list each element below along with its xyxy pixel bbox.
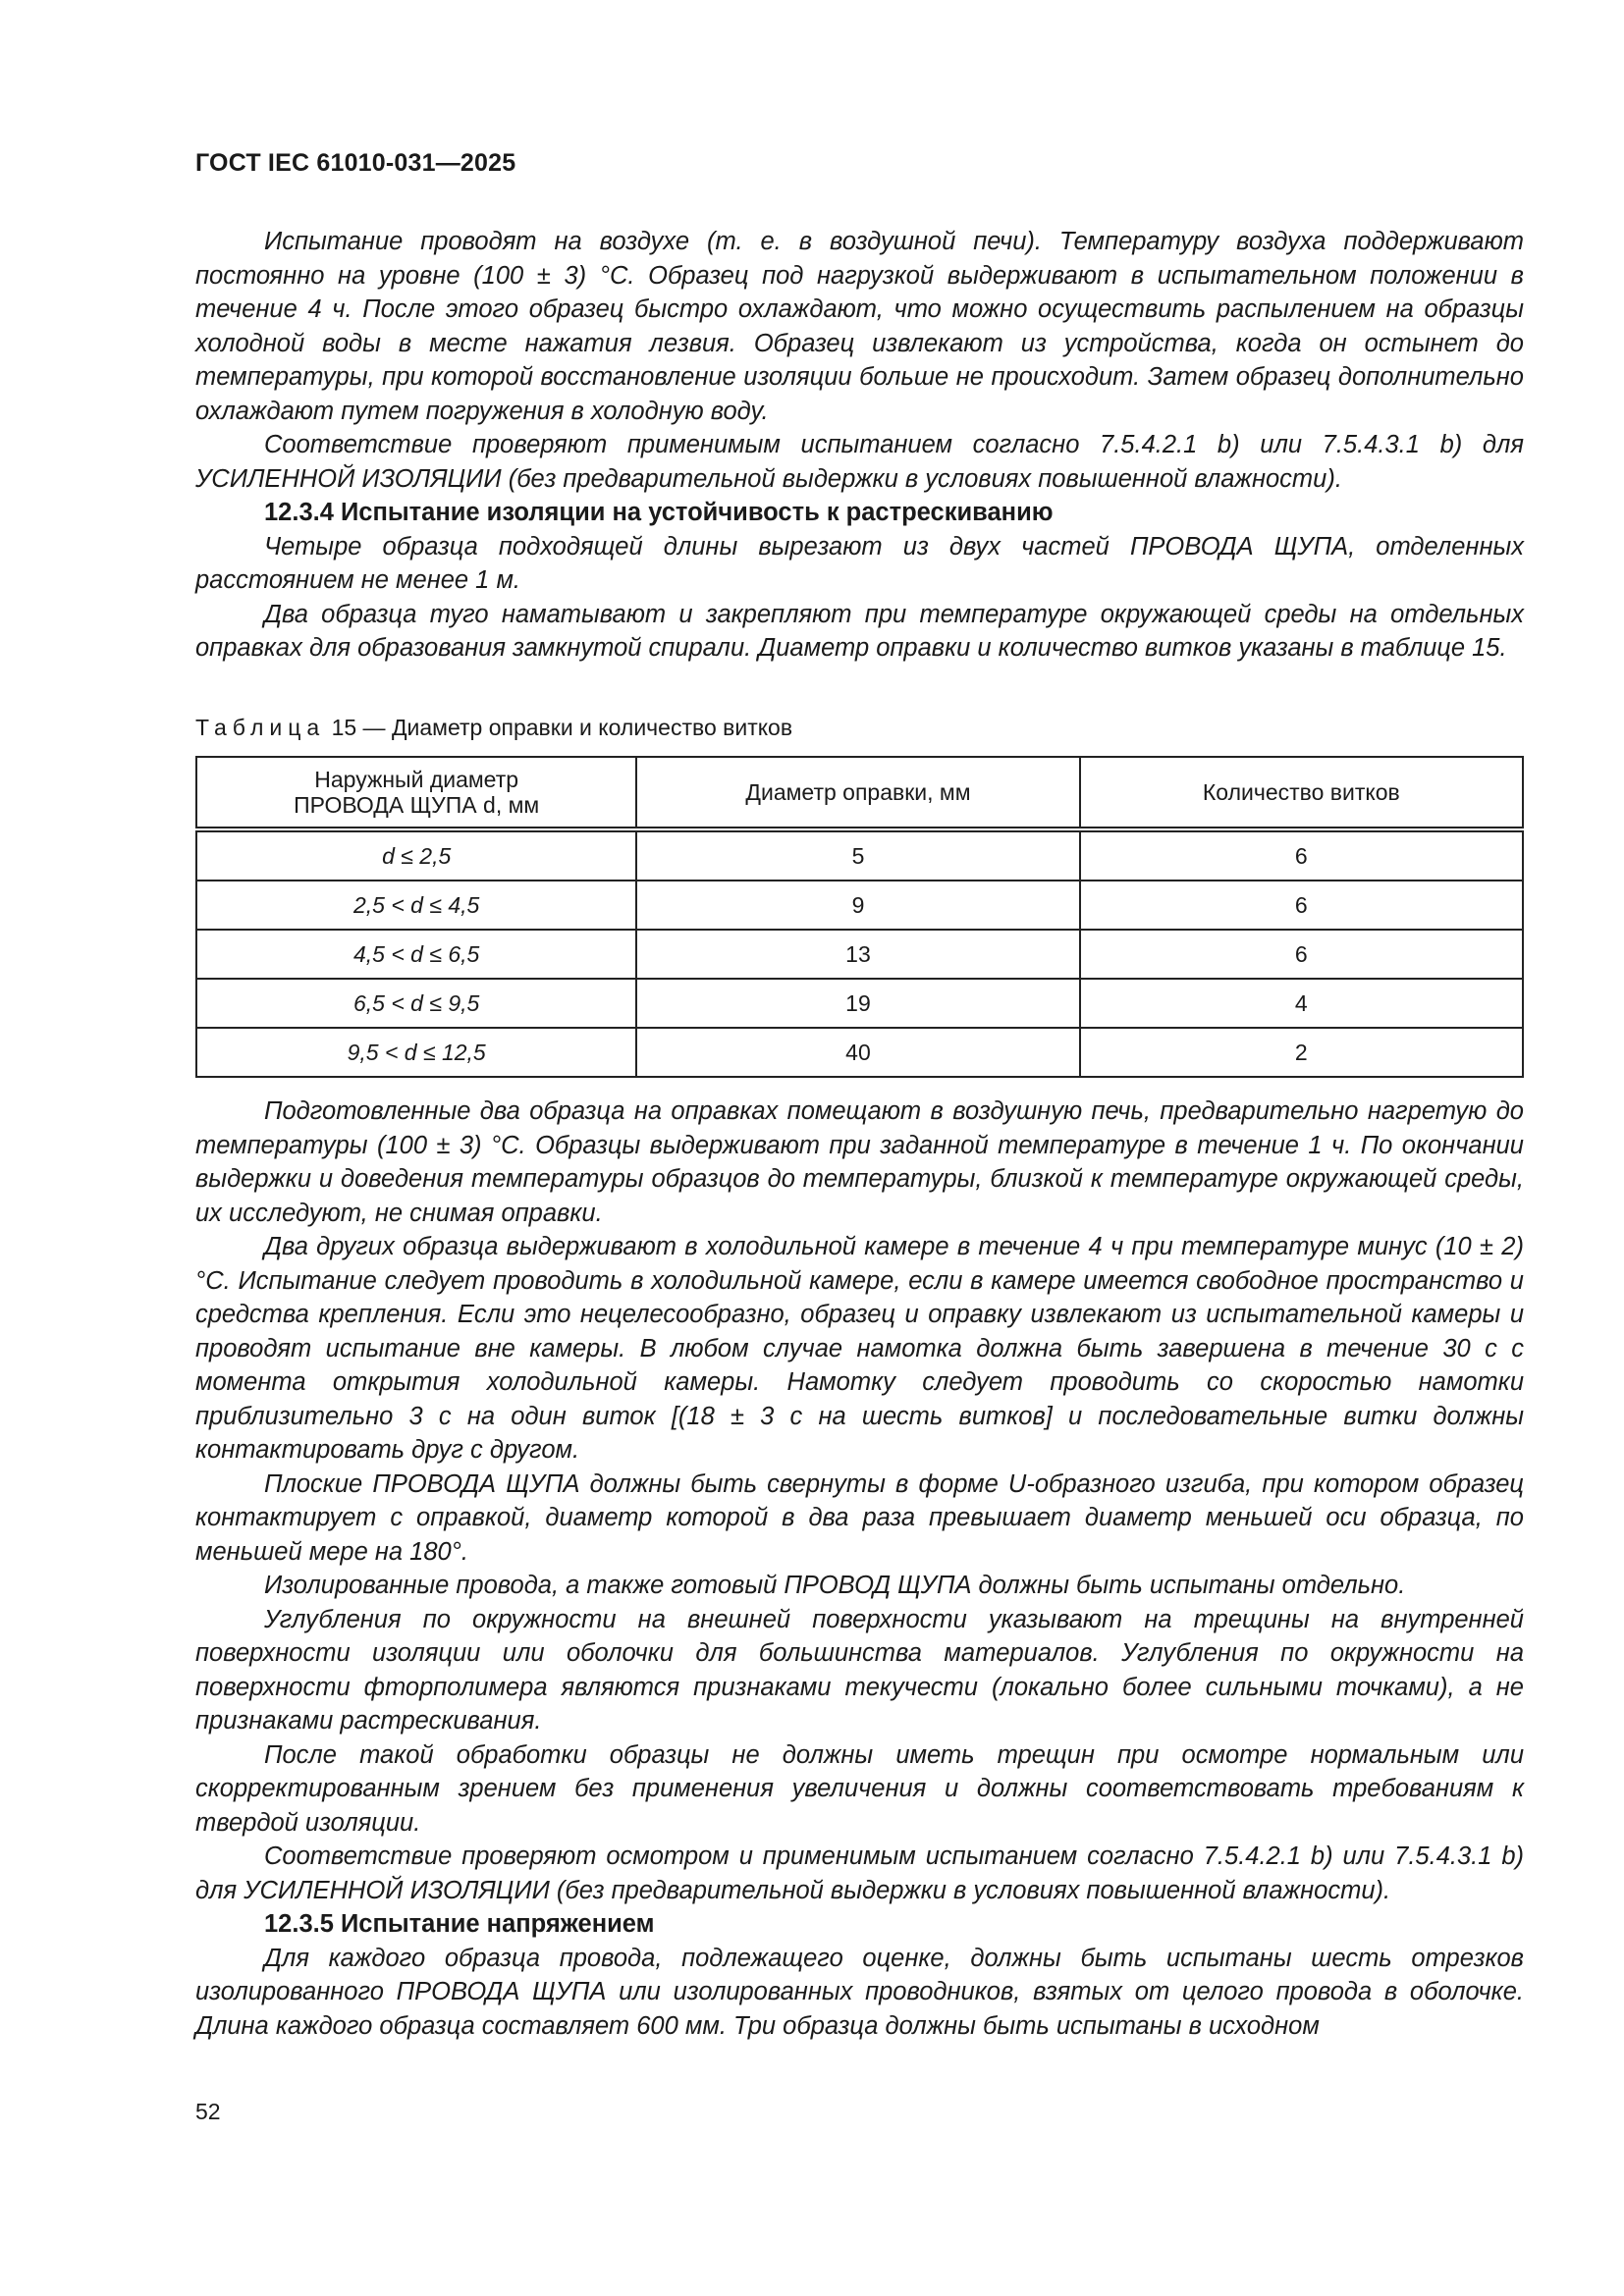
- cell-diameter: 6,5 < d ≤ 9,5: [196, 979, 636, 1028]
- table-caption-word: Таблица: [195, 715, 326, 740]
- cell-mandrel: 9: [636, 881, 1079, 930]
- cell-turns: 6: [1080, 930, 1523, 979]
- table-caption: [195, 713, 792, 742]
- paragraph: Углубления по окружности на внешней поверхности указывают на трещины на внутренней поверхности изоляции или оболочки для большинства материалов. Углубления по окружности на поверхности фторполимера являются признаками текучести (локально более сильными точками), а не признаками растрескивания.: [195, 1605, 1524, 1735]
- column-header-mandrel: Диаметр оправки, мм: [636, 757, 1079, 829]
- table-caption-text: 15 — Диаметр оправки и количество витков: [325, 715, 793, 740]
- cell-mandrel: 5: [636, 829, 1079, 881]
- section-heading-12-3-5: 12.3.5 Испытание напряжением: [264, 1910, 655, 1938]
- cell-diameter: 4,5 < d ≤ 6,5: [196, 930, 636, 979]
- paragraph: Для каждого образца провода, подлежащего оценке, должны быть испытаны шесть отрезков изолированного ПРОВОДА ЩУПА или изолированных проводников, взятых от целого провода в оболочке. Длина каждого образца составляет 600 мм. Три образца должны быть испытаны в исходном: [195, 1944, 1524, 2040]
- table-header-row: [196, 757, 1523, 829]
- table-row: [196, 930, 1523, 979]
- paragraph: Испытание проводят на воздухе (т. е. в воздушной печи). Температуру воздуха поддерживают постоянно на уровне (100 ± 3) °C. Образец под нагрузкой выдерживают в испытательном положении в течение 4 ч. После этого образец быстро охлаждают, что можно осуществить распылением на образцы холодной воды в месте нажатия лезвия. Образец извлекают из устройства, когда он остынет до температуры, при которой восстановление изоляции больше не происходит. Затем образец дополнительно охлаждают путем погружения в холодную воду.: [195, 228, 1524, 425]
- mandrel-table: [195, 756, 1524, 1078]
- section-heading-12-3-4: 12.3.4 Испытание изоляции на устойчивость к растрескиванию: [264, 499, 1054, 526]
- cell-turns: 4: [1080, 979, 1523, 1028]
- cell-mandrel: 40: [636, 1028, 1079, 1077]
- cell-diameter: 2,5 < d ≤ 4,5: [196, 881, 636, 930]
- table-row: [196, 881, 1523, 930]
- cell-turns: 6: [1080, 881, 1523, 930]
- paragraph: Два образца туго наматывают и закрепляют при температуре окружающей среды на отдельных оправках для образования замкнутой спирали. Диаметр оправки и количество витков указаны в таблице 15.: [195, 600, 1524, 662]
- cell-turns: 2: [1080, 1028, 1523, 1077]
- cell-diameter: d ≤ 2,5: [196, 829, 636, 881]
- cell-diameter: 9,5 < d ≤ 12,5: [196, 1028, 636, 1077]
- text-block-top: [195, 225, 1524, 666]
- column-header-diameter: [196, 757, 636, 829]
- paragraph: Четыре образца подходящей длины вырезают из двух частей ПРОВОДА ЩУПА, отделенных расстоянием не менее 1 м.: [195, 532, 1524, 594]
- page-number: 52: [195, 2099, 221, 2124]
- table-row: [196, 829, 1523, 881]
- paragraph: Соответствие проверяют применимым испытанием согласно 7.5.4.2.1 b) или 7.5.4.3.1 b) для УСИЛЕННОЙ ИЗОЛЯЦИИ (без предварительной выдержки в условиях повышенной влажности).: [195, 431, 1524, 493]
- table-row: [196, 979, 1523, 1028]
- paragraph: После такой обработки образцы не должны иметь трещин при осмотре нормальным или скорректированным зрением без применения увеличения и должны соответствовать требованиям к твердой изоляции.: [195, 1740, 1524, 1837]
- paragraph: Два других образца выдерживают в холодильной камере в течение 4 ч при температуре минус (10 ± 2) °C. Испытание следует проводить в холодильной камере, если в камере имеется свободное пространство и средства крепления. Если это нецелесообразно, образец и оправку извлекают из испытательной камеры и проводят испытание вне камеры. В любом случае намотка должна быть завершена в течение 30 с с момента открытия холодильной камеры. Намотку следует проводить со скоростью намотки приблизительно 3 с на один виток [(18 ± 3 с на шесть витков] и последовательные витки должны контактировать друг с другом.: [195, 1233, 1524, 1464]
- document-header: ГОСТ IEC 61010-031—2025: [195, 149, 516, 177]
- paragraph: Подготовленные два образца на оправках помещают в воздушную печь, предварительно нагретую до температуры (100 ± 3) °C. Образцы выдерживают при заданной температуре в течение 1 ч. По окончании выдержки и доведения температуры образцов до температуры, близкой к температуре окружающей среды, их исследуют, не снимая оправки.: [195, 1097, 1524, 1227]
- cell-mandrel: 19: [636, 979, 1079, 1028]
- column-header-line: Наружный диаметр: [314, 767, 519, 792]
- paragraph: Соответствие проверяют осмотром и применимым испытанием согласно 7.5.4.2.1 b) или 7.5.4.3.1 b) для УСИЛЕННОЙ ИЗОЛЯЦИИ (без предварительной выдержки в условиях повышенной влажности).: [195, 1842, 1524, 1904]
- column-header-turns: Количество витков: [1080, 757, 1523, 829]
- text-block-bottom: [195, 1095, 1524, 2043]
- column-header-line: ПРОВОДА ЩУПА d, мм: [294, 792, 540, 818]
- cell-turns: 6: [1080, 829, 1523, 881]
- paragraph: Плоские ПРОВОДА ЩУПА должны быть свернуты в форме U-образного изгиба, при котором образец контактирует с оправкой, диаметр которой в два раза превышает диаметр меньшей оси образца, по меньшей мере на 180°.: [195, 1469, 1524, 1566]
- cell-mandrel: 13: [636, 930, 1079, 979]
- table-row: [196, 1028, 1523, 1077]
- paragraph: Изолированные провода, а также готовый ПРОВОД ЩУПА должны быть испытаны отдельно.: [264, 1572, 1406, 1599]
